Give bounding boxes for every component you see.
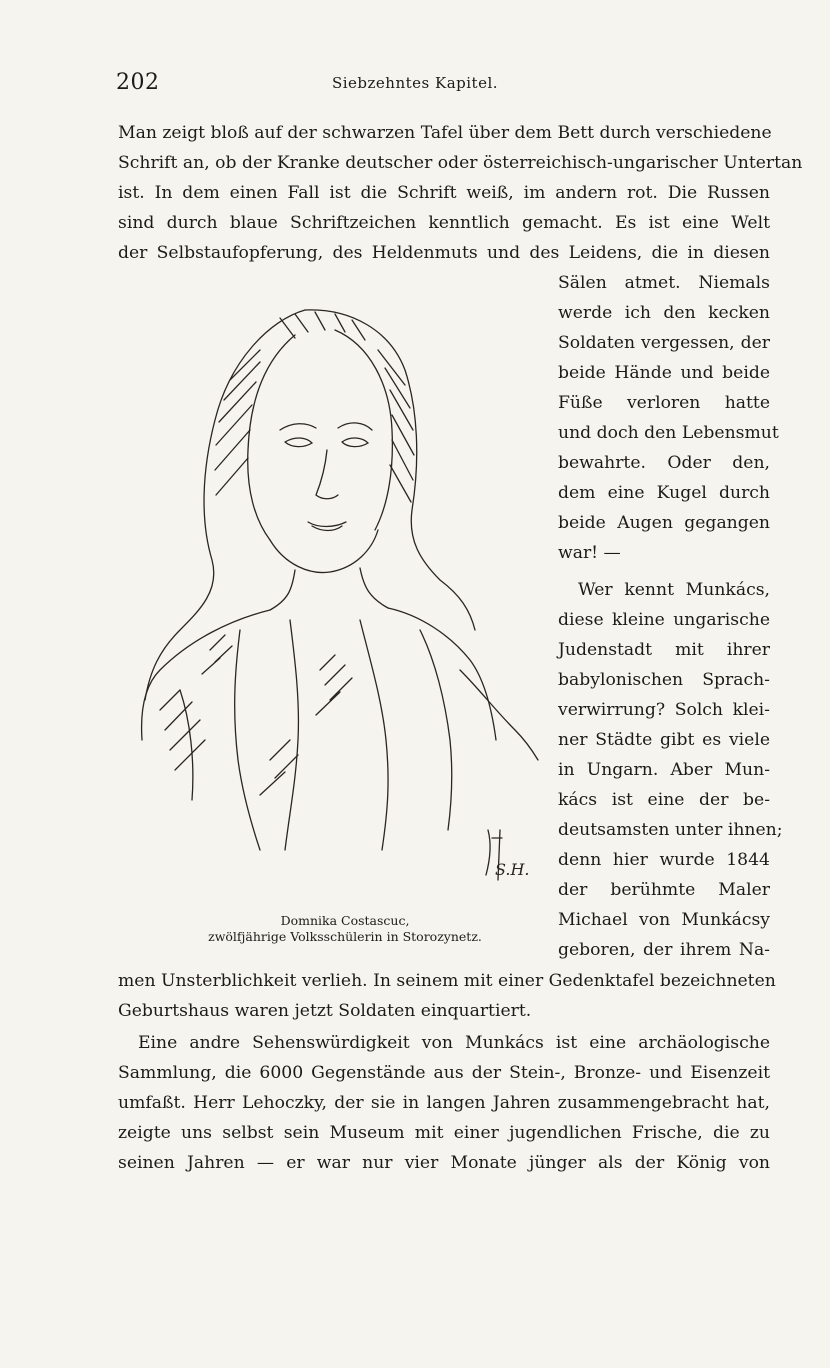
text-line: werde ich den kecken bbox=[558, 303, 770, 323]
figure-caption bbox=[140, 913, 550, 945]
text-line: der berühmte Maler bbox=[558, 880, 770, 900]
text-line: sind durch blaue Schriftzeichen kenntlich gemacht. Es ist eine Welt bbox=[118, 213, 770, 233]
text-line: war! — bbox=[558, 543, 621, 563]
text-line: Soldaten vergessen, der bbox=[558, 333, 770, 353]
text-line: Judenstadt mit ihrer bbox=[558, 640, 770, 660]
text-line: geboren, der ihrem Na- bbox=[558, 940, 770, 960]
text-line: Sammlung, die 6000 Gegenstände aus der Stein-, Bronze- und Eisenzeit bbox=[118, 1063, 770, 1083]
page-number: 202 bbox=[116, 70, 160, 95]
text-line: Füße verloren hatte bbox=[558, 393, 770, 413]
text-line: umfaßt. Herr Lehoczky, der sie in langen Jahren zusammengebracht hat, bbox=[118, 1093, 770, 1113]
text-line: denn hier wurde 1844 bbox=[558, 850, 770, 870]
text-line: Eine andre Sehenswürdigkeit von Munkács ist eine archäologische bbox=[138, 1033, 770, 1053]
text-line: seinen Jahren — er war nur vier Monate jünger als der König von bbox=[118, 1153, 770, 1173]
text-line: beide Augen gegangen bbox=[558, 513, 770, 533]
caption-line: Domnika Costascuc, bbox=[280, 913, 410, 928]
text-line: bewahrte. Oder den, bbox=[558, 453, 770, 473]
text-line: zeigte uns selbst sein Museum mit einer jugendlichen Frische, die zu bbox=[118, 1123, 770, 1143]
text-line: babylonischen Sprach- bbox=[558, 670, 770, 690]
text-line: in Ungarn. Aber Mun- bbox=[558, 760, 770, 780]
text-line: verwirrung? Solch klei- bbox=[558, 700, 770, 720]
text-line: beide Hände und beide bbox=[558, 363, 770, 383]
text-line: Wer kennt Munkács, bbox=[578, 580, 770, 600]
artist-signature: S.H. bbox=[495, 860, 530, 879]
portrait-illustration bbox=[120, 290, 550, 890]
text-line: ist. In dem einen Fall ist die Schrift weiß, im andern rot. Die Russen bbox=[118, 183, 770, 203]
text-line: Michael von Munkácsy bbox=[558, 910, 770, 930]
text-line: deutsamsten unter ihnen; bbox=[558, 820, 783, 840]
text-line: diese kleine ungarische bbox=[558, 610, 770, 630]
text-line: kács ist eine der be- bbox=[558, 790, 770, 810]
text-line: men Unsterblichkeit verlieh. In seinem mit einer Gedenktafel bezeichneten bbox=[118, 971, 776, 991]
text-line: ner Städte gibt es viele bbox=[558, 730, 770, 750]
caption-line: zwölfjährige Volksschülerin in Storozynetz. bbox=[208, 929, 482, 944]
text-line: Sälen atmet. Niemals bbox=[558, 273, 770, 293]
text-line: der Selbstaufopferung, des Heldenmuts und des Leidens, die in diesen bbox=[118, 243, 770, 263]
text-line: Schrift an, ob der Kranke deutscher oder österreichisch-ungarischer Untertan bbox=[118, 153, 803, 173]
running-head: Siebzehntes Kapitel. bbox=[331, 74, 499, 92]
text-line: und doch den Lebensmut bbox=[558, 423, 779, 443]
text-line: dem eine Kugel durch bbox=[558, 483, 770, 503]
text-line: Man zeigt bloß auf der schwarzen Tafel über dem Bett durch verschiedene bbox=[118, 123, 772, 143]
text-line: Geburtshaus waren jetzt Soldaten einquartiert. bbox=[118, 1001, 532, 1021]
